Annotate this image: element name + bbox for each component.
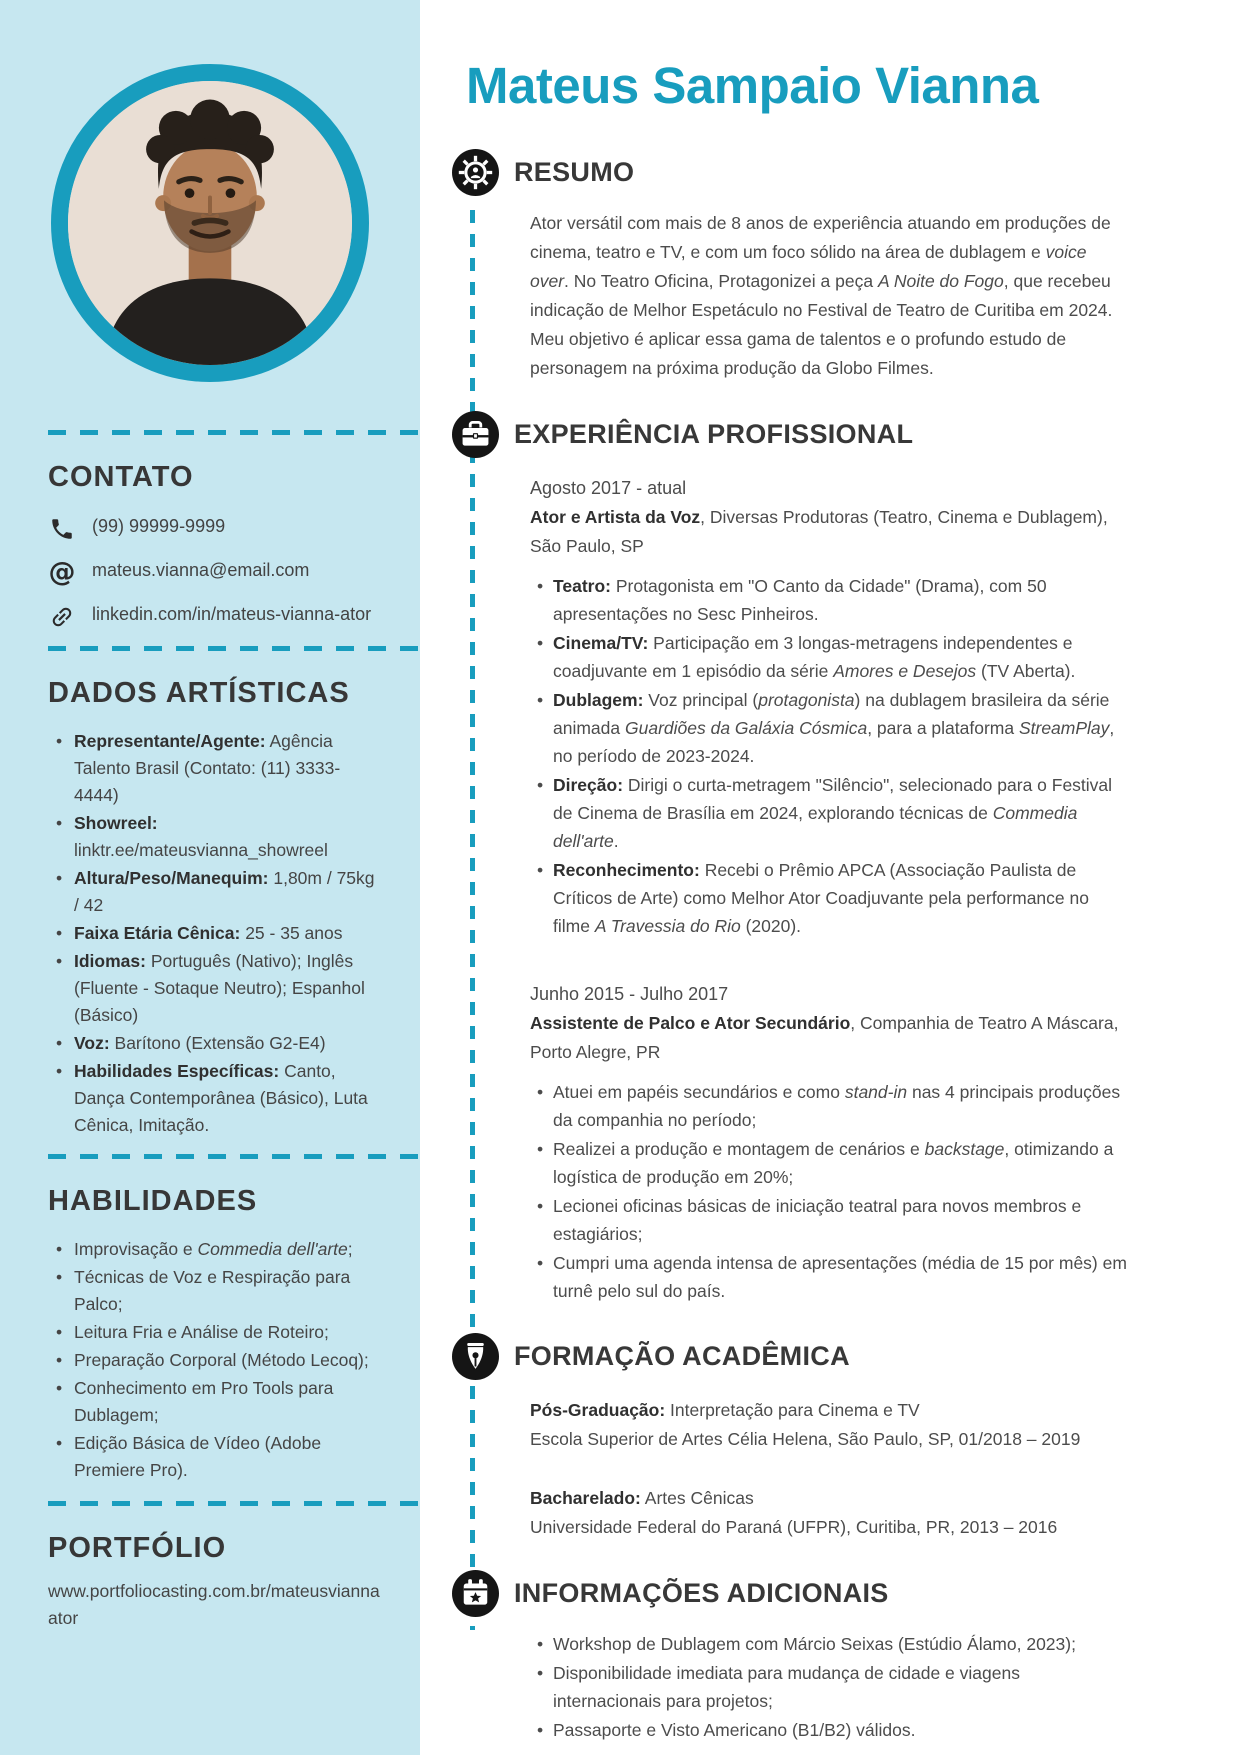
education-header	[452, 1333, 1240, 1380]
job-bullet: • Lecionei oficinas básicas de iniciação teatral para novos membros e estagiários;	[553, 1192, 1130, 1248]
artistic-data-item: • Idiomas: Português (Nativo); Inglês (Fluente - Sotaque Neutro); Espanhol (Básico)	[74, 948, 382, 1029]
institution: Universidade Federal do Paraná (UFPR), Curitiba, PR, 2013 – 2016	[530, 1517, 1058, 1537]
education-section	[514, 1333, 1240, 1542]
gear-person-icon	[452, 149, 499, 196]
experience-header	[452, 411, 1240, 458]
job-period: Agosto 2017 - atual	[530, 478, 687, 498]
job-period: Junho 2015 - Julho 2017	[530, 984, 729, 1004]
artistic-data-item: • Voz: Barítono (Extensão G2-E4)	[74, 1030, 382, 1057]
additional-info-item: • Passaporte e Visto Americano (B1/B2) válidos.	[553, 1716, 1130, 1744]
job-role: Ator e Artista da Voz, Diversas Produtoras (Teatro, Cinema e Dublagem), São Paulo, SP	[530, 507, 1108, 556]
job-entry	[530, 980, 1130, 1305]
job-bullet: • Cinema/TV: Participação em 3 longas-metragens independentes e coadjuvante em 1 episódio da série Amores e Desejos (TV Aberta).	[553, 629, 1130, 685]
institution: Escola Superior de Artes Célia Helena, São Paulo, SP, 01/2018 – 2019	[530, 1429, 1081, 1449]
degree: Pós-Graduação: Interpretação para Cinema e TV	[530, 1400, 920, 1420]
briefcase-icon	[452, 411, 499, 458]
sidebar-divider	[48, 646, 420, 651]
job-bullet: • Direção: Dirigi o curta-metragem "Silêncio", selecionado para o Festival de Cinema de Brasília em 2024, explorando técnicas de Commedia dell'arte.	[553, 771, 1130, 855]
pen-nib-icon	[452, 1333, 499, 1380]
experience-section	[514, 411, 1240, 1305]
skill-item: • Edição Básica de Vídeo (Adobe Premiere Pro).	[74, 1430, 382, 1484]
artistic-data-item: • Faixa Etária Cênica: 25 - 35 anos	[74, 920, 382, 947]
job-bullets	[530, 1078, 1130, 1305]
job-bullet: • Teatro: Protagonista em "O Canto da Cidade" (Drama), com 50 apresentações no Sesc Pinheiros.	[553, 572, 1130, 628]
contact-title: CONTATO	[48, 461, 194, 493]
job-bullet: • Cumpri uma agenda intensa de apresentações (média de 15 por mês) em turnê pelo sul do país.	[553, 1249, 1130, 1305]
education-title: FORMAÇÃO ACADÊMICA	[514, 1341, 850, 1371]
calendar-star-icon	[452, 1570, 499, 1617]
education-entry	[530, 1484, 1130, 1542]
sidebar	[0, 0, 420, 1755]
at-icon: @	[48, 557, 76, 588]
job-bullet: • Reconhecimento: Recebi o Prêmio APCA (Associação Paulista de Críticos de Arte) como Melhor Ator Coadjuvante pela performance no filme A Travessia do Rio (2020).	[553, 856, 1130, 940]
artistic-data-item: • Altura/Peso/Manequim: 1,80m / 75kg / 42	[74, 865, 382, 919]
page-title: Mateus Sampaio Vianna	[466, 57, 1039, 114]
email-address: mateus.vianna@email.com	[92, 560, 310, 580]
profile-photo	[51, 64, 369, 382]
contact-section	[0, 461, 420, 631]
skill-item: • Leitura Fria e Análise de Roteiro;	[74, 1319, 382, 1346]
skills-list	[48, 1236, 382, 1484]
job-entry	[530, 474, 1130, 940]
sidebar-divider	[48, 1154, 420, 1159]
additional-info-header	[452, 1570, 1240, 1617]
skills-section	[0, 1185, 420, 1484]
resumo-text: Ator versátil com mais de 8 anos de experiência atuando em produções de cinema, teatro e TV, e com um foco sólido na área de dublagem e voice over. No Teatro Oficina, Protagonizei a peça A Noite do Fogo, que recebeu indicação de Melhor Espetáculo no Festival de Teatro de Curitiba em 2024. Meu objetivo é aplicar essa gama de talentos e o profundo estudo de personagem na próxima produção da Globo Filmes.	[530, 213, 1113, 378]
portfolio-section	[0, 1532, 420, 1632]
degree: Bacharelado: Artes Cênicas	[530, 1488, 754, 1508]
phone-number: (99) 99999-9999	[92, 516, 226, 536]
additional-info-section	[514, 1570, 1240, 1744]
phone-icon	[48, 515, 76, 543]
artistic-data-item: • Habilidades Específicas: Canto, Dança Contemporânea (Básico), Luta Cênica, Imitação.	[74, 1058, 382, 1139]
resumo-section	[514, 149, 1240, 383]
sidebar-divider	[48, 1501, 420, 1506]
job-bullet: • Dublagem: Voz principal (protagonista) na dublagem brasileira da série animada Guardiões da Galáxia Cósmica, para a plataforma StreamPlay, no período de 2023-2024.	[553, 686, 1130, 770]
artistic-data-item: • Representante/Agente: Agência Talento Brasil (Contato: (11) 3333-4444)	[74, 728, 382, 809]
contact-linkedin[interactable]	[48, 602, 382, 631]
job-bullets	[530, 572, 1130, 940]
link-icon	[48, 603, 76, 631]
experience-title: EXPERIÊNCIA PROFISSIONAL	[514, 419, 914, 449]
job-bullet: • Atuei em papéis secundários e como stand-in nas 4 principais produções da companhia no período;	[553, 1078, 1130, 1134]
contact-email[interactable]	[48, 558, 382, 587]
main-column	[420, 0, 1240, 1755]
skill-item: • Preparação Corporal (Método Lecoq);	[74, 1347, 382, 1374]
additional-info-item: • Workshop de Dublagem com Márcio Seixas (Estúdio Álamo, 2023);	[553, 1630, 1130, 1658]
job-bullet: • Realizei a produção e montagem de cenários e backstage, otimizando a logística de produção em 20%;	[553, 1135, 1130, 1191]
skill-item: • Técnicas de Voz e Respiração para Palco;	[74, 1264, 382, 1318]
portfolio-url[interactable]: www.portfoliocasting.com.br/mateusviannaator	[48, 1581, 380, 1628]
resumo-title: RESUMO	[514, 157, 635, 187]
linkedin-url: linkedin.com/in/mateus-vianna-ator	[92, 604, 372, 624]
job-role: Assistente de Palco e Ator Secundário, Companhia de Teatro A Máscara, Porto Alegre, PR	[530, 1013, 1119, 1062]
artistic-data-item: • Showreel: linktr.ee/mateusvianna_showreel	[74, 810, 382, 864]
contact-phone[interactable]	[48, 514, 382, 543]
skill-item: • Improvisação e Commedia dell'arte;	[74, 1236, 382, 1263]
additional-info-title: INFORMAÇÕES ADICIONAIS	[514, 1578, 889, 1608]
artistic-data-section	[0, 677, 420, 1139]
avatar-illustration	[68, 81, 352, 365]
education-entry	[530, 1396, 1130, 1454]
portfolio-title: PORTFÓLIO	[48, 1532, 227, 1564]
additional-info-list	[530, 1630, 1130, 1744]
skills-title: HABILIDADES	[48, 1185, 258, 1217]
resumo-header	[452, 149, 1240, 196]
artistic-data-list	[48, 728, 382, 1139]
sidebar-divider	[48, 430, 420, 435]
skill-item: • Conhecimento em Pro Tools para Dublagem;	[74, 1375, 382, 1429]
artistic-data-title: DADOS ARTÍSTICAS	[48, 677, 350, 709]
additional-info-item: • Disponibilidade imediata para mudança de cidade e viagens internacionais para projetos;	[553, 1659, 1130, 1715]
